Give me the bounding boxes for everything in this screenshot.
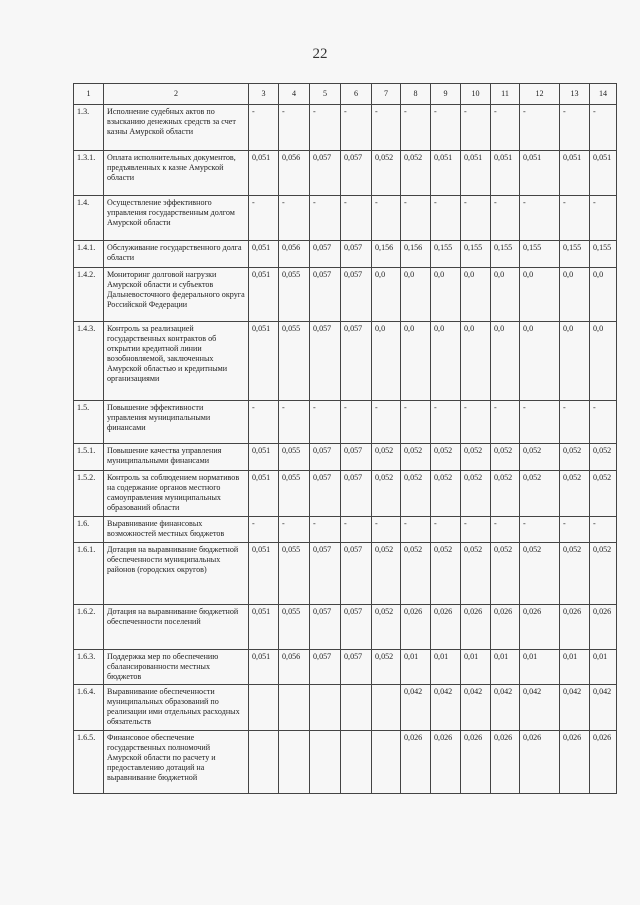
row-code: 1.6.1. xyxy=(74,543,104,605)
value-cell: - xyxy=(491,401,520,444)
value-cell: 0,01 xyxy=(520,650,560,685)
value-cell: 0,052 xyxy=(590,444,617,471)
value-cell: 0,057 xyxy=(310,605,341,650)
row-name: Финансовое обеспечение государственных полномочий Амурской области по расчету и предоставлению дотаций на выравнивание бюджетной xyxy=(104,731,249,794)
table-row xyxy=(74,444,617,471)
value-cell: 0,01 xyxy=(401,650,431,685)
value-cell: 0,057 xyxy=(310,650,341,685)
column-header: 8 xyxy=(401,84,431,105)
value-cell: 0,026 xyxy=(461,731,491,794)
value-cell: 0,0 xyxy=(520,322,560,401)
value-cell: - xyxy=(520,105,560,151)
value-cell: 0,0 xyxy=(520,268,560,322)
value-cell: 0,156 xyxy=(401,241,431,268)
column-header: 7 xyxy=(372,84,401,105)
value-cell: 0,042 xyxy=(431,685,461,731)
value-cell: - xyxy=(310,196,341,241)
value-cell: - xyxy=(560,196,590,241)
table-row xyxy=(74,605,617,650)
table-header-row xyxy=(74,84,617,105)
table-row xyxy=(74,471,617,517)
value-cell: 0,057 xyxy=(341,605,372,650)
value-cell: - xyxy=(520,401,560,444)
row-name: Оплата исполнительных документов, предъявленных к казне Амурской области xyxy=(104,151,249,196)
value-cell: 0,052 xyxy=(372,605,401,650)
value-cell: - xyxy=(341,196,372,241)
value-cell: 0,051 xyxy=(249,444,279,471)
column-header: 10 xyxy=(461,84,491,105)
value-cell xyxy=(310,685,341,731)
value-cell xyxy=(372,685,401,731)
value-cell: - xyxy=(279,517,310,543)
value-cell: 0,0 xyxy=(491,268,520,322)
table-row xyxy=(74,105,617,151)
value-cell: - xyxy=(279,401,310,444)
value-cell: 0,042 xyxy=(401,685,431,731)
value-cell: 0,057 xyxy=(341,543,372,605)
value-cell: 0,057 xyxy=(341,444,372,471)
value-cell xyxy=(341,731,372,794)
table-row xyxy=(74,322,617,401)
value-cell: 0,057 xyxy=(341,268,372,322)
table-row xyxy=(74,543,617,605)
value-cell: 0,057 xyxy=(341,322,372,401)
value-cell: 0,056 xyxy=(279,650,310,685)
column-header: 14 xyxy=(590,84,617,105)
value-cell: - xyxy=(401,105,431,151)
value-cell: - xyxy=(431,196,461,241)
value-cell: 0,052 xyxy=(401,444,431,471)
column-header: 6 xyxy=(341,84,372,105)
value-cell xyxy=(249,685,279,731)
value-cell: 0,051 xyxy=(249,322,279,401)
value-cell: 0,055 xyxy=(279,605,310,650)
value-cell: 0,052 xyxy=(590,471,617,517)
value-cell: 0,052 xyxy=(431,471,461,517)
value-cell: 0,052 xyxy=(560,444,590,471)
row-code: 1.3.1. xyxy=(74,151,104,196)
value-cell: 0,042 xyxy=(491,685,520,731)
value-cell: 0,026 xyxy=(491,731,520,794)
value-cell: - xyxy=(560,105,590,151)
value-cell: - xyxy=(461,517,491,543)
value-cell: 0,051 xyxy=(249,543,279,605)
value-cell: 0,052 xyxy=(372,151,401,196)
column-header: 1 xyxy=(74,84,104,105)
value-cell: 0,051 xyxy=(520,151,560,196)
value-cell: 0,026 xyxy=(431,731,461,794)
value-cell: 0,0 xyxy=(461,268,491,322)
value-cell: 0,057 xyxy=(341,471,372,517)
page-number: 22 xyxy=(312,46,328,62)
value-cell: 0,042 xyxy=(590,685,617,731)
value-cell: - xyxy=(520,196,560,241)
value-cell: 0,026 xyxy=(431,605,461,650)
value-cell: 0,026 xyxy=(560,731,590,794)
value-cell: 0,057 xyxy=(341,241,372,268)
value-cell: 0,051 xyxy=(491,151,520,196)
value-cell: 0,052 xyxy=(461,444,491,471)
row-code: 1.4. xyxy=(74,196,104,241)
value-cell: 0,057 xyxy=(310,268,341,322)
value-cell: 0,0 xyxy=(461,322,491,401)
value-cell: 0,01 xyxy=(491,650,520,685)
value-cell: 0,052 xyxy=(560,471,590,517)
value-cell: 0,0 xyxy=(590,268,617,322)
value-cell: 0,026 xyxy=(590,605,617,650)
value-cell: 0,052 xyxy=(372,444,401,471)
value-cell: 0,042 xyxy=(520,685,560,731)
value-cell: - xyxy=(279,196,310,241)
value-cell: 0,057 xyxy=(310,543,341,605)
value-cell: 0,026 xyxy=(491,605,520,650)
value-cell: 0,051 xyxy=(431,151,461,196)
value-cell: 0,051 xyxy=(249,605,279,650)
row-code: 1.5.2. xyxy=(74,471,104,517)
value-cell: - xyxy=(461,196,491,241)
row-code: 1.6.3. xyxy=(74,650,104,685)
value-cell: 0,057 xyxy=(341,151,372,196)
value-cell: 0,051 xyxy=(249,650,279,685)
value-cell: - xyxy=(249,401,279,444)
value-cell xyxy=(279,685,310,731)
value-cell: 0,0 xyxy=(431,268,461,322)
value-cell: 0,055 xyxy=(279,543,310,605)
value-cell xyxy=(310,731,341,794)
value-cell: 0,055 xyxy=(279,444,310,471)
value-cell: - xyxy=(590,517,617,543)
value-cell: 0,056 xyxy=(279,151,310,196)
row-name: Дотация на выравнивание бюджетной обеспеченности поселений xyxy=(104,605,249,650)
value-cell: 0,056 xyxy=(279,241,310,268)
row-name: Исполнение судебных актов по взысканию денежных средств за счет казны Амурской области xyxy=(104,105,249,151)
value-cell: 0,01 xyxy=(560,650,590,685)
value-cell: - xyxy=(279,105,310,151)
value-cell: - xyxy=(249,196,279,241)
column-header: 11 xyxy=(491,84,520,105)
value-cell: 0,057 xyxy=(310,241,341,268)
value-cell: - xyxy=(341,517,372,543)
value-cell: 0,01 xyxy=(590,650,617,685)
value-cell: 0,052 xyxy=(520,543,560,605)
value-cell: 0,155 xyxy=(520,241,560,268)
value-cell: - xyxy=(461,401,491,444)
table-row xyxy=(74,196,617,241)
value-cell: 0,051 xyxy=(560,151,590,196)
value-cell: - xyxy=(401,196,431,241)
row-code: 1.5.1. xyxy=(74,444,104,471)
value-cell: 0,052 xyxy=(491,444,520,471)
value-cell: 0,0 xyxy=(401,268,431,322)
value-cell: - xyxy=(560,517,590,543)
value-cell: 0,155 xyxy=(431,241,461,268)
value-cell: 0,052 xyxy=(431,543,461,605)
value-cell: - xyxy=(249,105,279,151)
value-cell xyxy=(249,731,279,794)
value-cell: 0,055 xyxy=(279,322,310,401)
value-cell: 0,155 xyxy=(491,241,520,268)
row-code: 1.6.4. xyxy=(74,685,104,731)
row-name: Контроль за реализацией государственных контрактов об открытии кредитной линии возобновляемой, заключенных Амурской областью и кредитными организациями xyxy=(104,322,249,401)
table-row xyxy=(74,241,617,268)
value-cell: - xyxy=(590,401,617,444)
value-cell: 0,155 xyxy=(560,241,590,268)
value-cell: 0,057 xyxy=(341,650,372,685)
row-code: 1.6. xyxy=(74,517,104,543)
value-cell: 0,052 xyxy=(491,471,520,517)
value-cell: - xyxy=(431,517,461,543)
value-cell: 0,057 xyxy=(310,151,341,196)
value-cell: 0,052 xyxy=(560,543,590,605)
value-cell: - xyxy=(590,105,617,151)
value-cell: 0,052 xyxy=(372,543,401,605)
row-name: Обслуживание государственного долга области xyxy=(104,241,249,268)
value-cell: - xyxy=(310,517,341,543)
row-code: 1.4.2. xyxy=(74,268,104,322)
table-row xyxy=(74,401,617,444)
value-cell: 0,052 xyxy=(401,543,431,605)
value-cell: 0,057 xyxy=(310,471,341,517)
table-row xyxy=(74,650,617,685)
value-cell: 0,0 xyxy=(401,322,431,401)
value-cell: 0,026 xyxy=(401,731,431,794)
row-name: Осуществление эффективного управления государственным долгом Амурской области xyxy=(104,196,249,241)
column-header: 12 xyxy=(520,84,560,105)
value-cell: 0,052 xyxy=(372,471,401,517)
row-name: Мониторинг долговой нагрузки Амурской области и субъектов Дальневосточного федерального округа Российской Федерации xyxy=(104,268,249,322)
value-cell: 0,0 xyxy=(491,322,520,401)
row-name: Выравнивание обеспеченности муниципальных образований по реализации ими отдельных расходных обязательств xyxy=(104,685,249,731)
value-cell: 0,026 xyxy=(560,605,590,650)
row-name: Выравнивание финансовых возможностей местных бюджетов xyxy=(104,517,249,543)
value-cell: 0,051 xyxy=(249,241,279,268)
value-cell: 0,052 xyxy=(401,471,431,517)
value-cell: - xyxy=(372,401,401,444)
value-cell: - xyxy=(461,105,491,151)
value-cell: 0,026 xyxy=(590,731,617,794)
value-cell: 0,026 xyxy=(401,605,431,650)
value-cell: - xyxy=(560,401,590,444)
value-cell: - xyxy=(431,401,461,444)
value-cell: 0,01 xyxy=(461,650,491,685)
value-cell: 0,051 xyxy=(590,151,617,196)
row-name: Дотация на выравнивание бюджетной обеспеченности муниципальных районов (городских округов) xyxy=(104,543,249,605)
column-header: 5 xyxy=(310,84,341,105)
column-header: 13 xyxy=(560,84,590,105)
row-name: Повышение эффективности управления муниципальными финансами xyxy=(104,401,249,444)
value-cell: 0,051 xyxy=(249,151,279,196)
value-cell: 0,0 xyxy=(372,322,401,401)
table-row xyxy=(74,268,617,322)
value-cell: 0,0 xyxy=(431,322,461,401)
value-cell xyxy=(372,731,401,794)
value-cell: 0,052 xyxy=(461,471,491,517)
value-cell: 0,057 xyxy=(310,444,341,471)
value-cell: 0,026 xyxy=(520,731,560,794)
row-code: 1.6.5. xyxy=(74,731,104,794)
value-cell: 0,0 xyxy=(560,322,590,401)
row-code: 1.4.3. xyxy=(74,322,104,401)
value-cell: - xyxy=(372,517,401,543)
value-cell: 0,052 xyxy=(520,444,560,471)
value-cell: 0,051 xyxy=(249,471,279,517)
value-cell: - xyxy=(431,105,461,151)
row-code: 1.3. xyxy=(74,105,104,151)
value-cell: - xyxy=(520,517,560,543)
table-row xyxy=(74,731,617,794)
value-cell: - xyxy=(491,517,520,543)
row-name: Поддержка мер по обеспечению сбалансированности местных бюджетов xyxy=(104,650,249,685)
value-cell: 0,052 xyxy=(401,151,431,196)
value-cell: 0,052 xyxy=(372,650,401,685)
value-cell: 0,0 xyxy=(590,322,617,401)
value-cell: 0,057 xyxy=(310,322,341,401)
value-cell xyxy=(279,731,310,794)
value-cell: 0,055 xyxy=(279,471,310,517)
value-cell: - xyxy=(590,196,617,241)
row-code: 1.5. xyxy=(74,401,104,444)
value-cell: - xyxy=(341,401,372,444)
column-header: 4 xyxy=(279,84,310,105)
row-code: 1.6.2. xyxy=(74,605,104,650)
value-cell: - xyxy=(401,401,431,444)
value-cell: 0,156 xyxy=(372,241,401,268)
value-cell: 0,0 xyxy=(560,268,590,322)
value-cell: - xyxy=(401,517,431,543)
value-cell: 0,052 xyxy=(491,543,520,605)
value-cell: 0,052 xyxy=(431,444,461,471)
indicator-table xyxy=(73,83,617,794)
column-header: 2 xyxy=(104,84,249,105)
value-cell: 0,052 xyxy=(461,543,491,605)
value-cell: - xyxy=(491,105,520,151)
value-cell xyxy=(341,685,372,731)
row-code: 1.4.1. xyxy=(74,241,104,268)
value-cell: 0,042 xyxy=(560,685,590,731)
value-cell: 0,155 xyxy=(461,241,491,268)
value-cell: - xyxy=(372,105,401,151)
value-cell: 0,051 xyxy=(461,151,491,196)
value-cell: 0,0 xyxy=(372,268,401,322)
column-header: 3 xyxy=(249,84,279,105)
value-cell: 0,042 xyxy=(461,685,491,731)
value-cell: - xyxy=(372,196,401,241)
value-cell: 0,026 xyxy=(520,605,560,650)
value-cell: - xyxy=(310,105,341,151)
table-row xyxy=(74,517,617,543)
row-name: Повышение качества управления муниципальными финансами xyxy=(104,444,249,471)
value-cell: 0,052 xyxy=(590,543,617,605)
value-cell: 0,052 xyxy=(520,471,560,517)
column-header: 9 xyxy=(431,84,461,105)
value-cell: - xyxy=(341,105,372,151)
value-cell: - xyxy=(249,517,279,543)
row-name: Контроль за соблюдением нормативов на содержание органов местного самоуправления муниципальных образований области xyxy=(104,471,249,517)
value-cell: 0,055 xyxy=(279,268,310,322)
value-cell: 0,051 xyxy=(249,268,279,322)
value-cell: - xyxy=(310,401,341,444)
value-cell: 0,026 xyxy=(461,605,491,650)
table-row xyxy=(74,685,617,731)
value-cell: - xyxy=(491,196,520,241)
table-row xyxy=(74,151,617,196)
value-cell: 0,155 xyxy=(590,241,617,268)
value-cell: 0,01 xyxy=(431,650,461,685)
